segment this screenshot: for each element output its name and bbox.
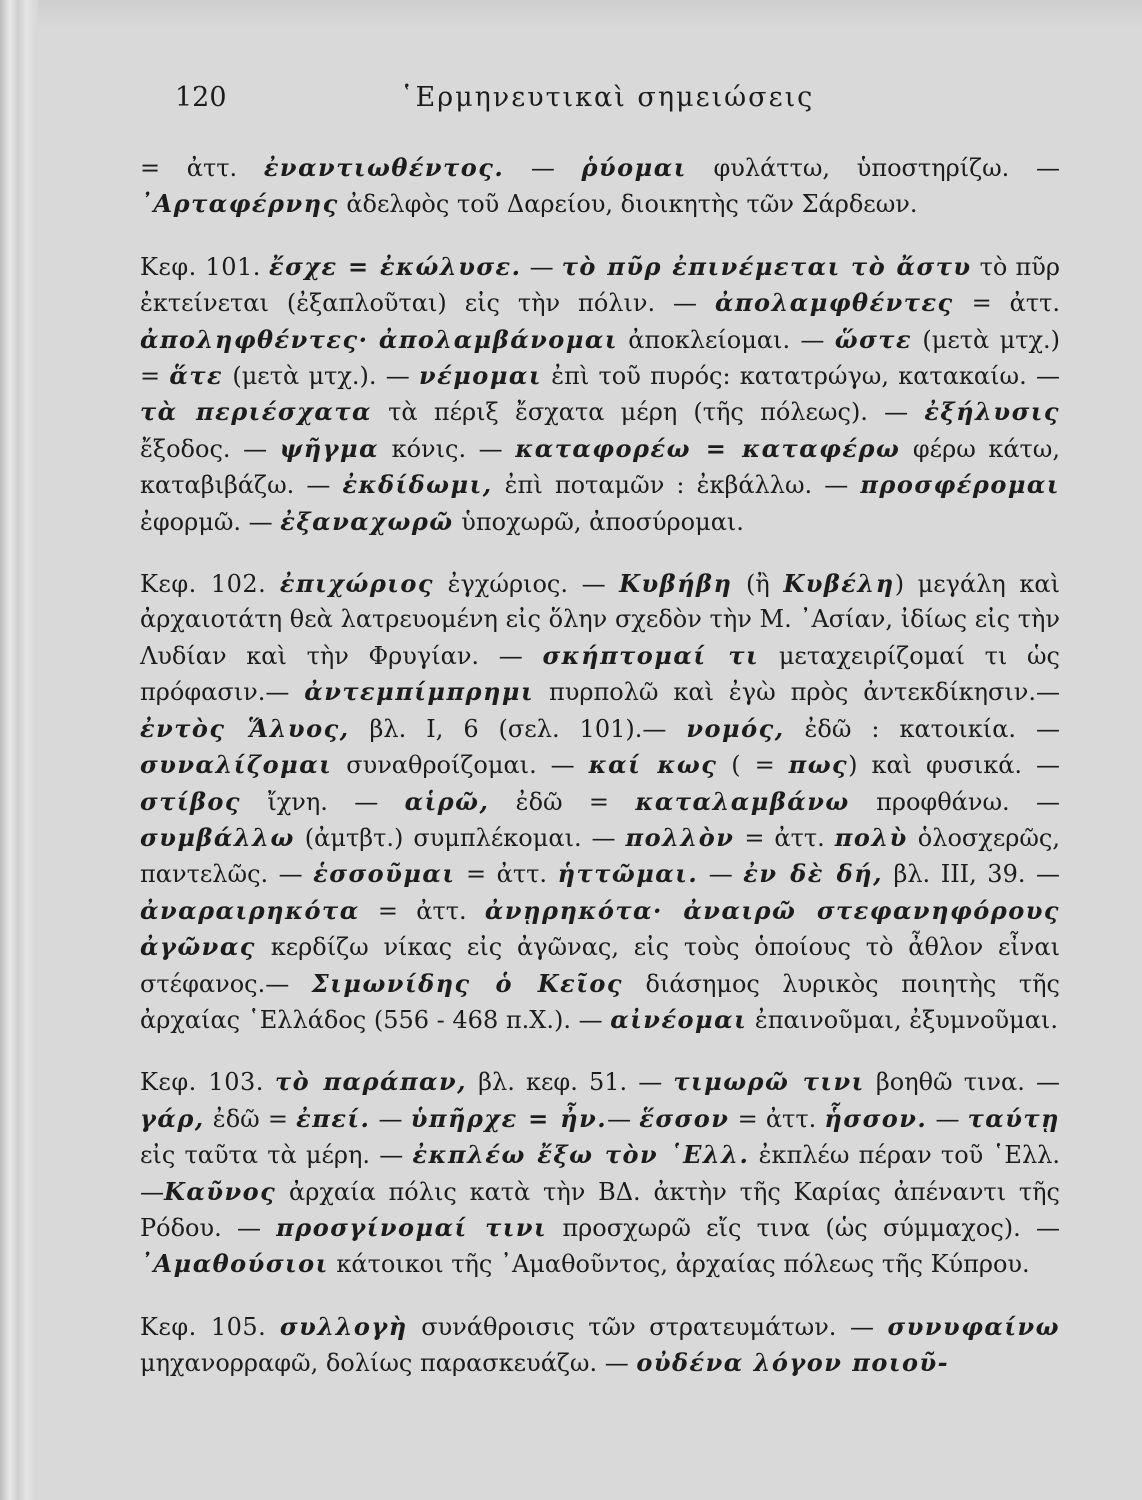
glossed-term: Σιμωνίδης ὁ Κεῖος [311, 968, 623, 998]
gloss-text: μεταχειρίζομαί τι ὡς πρόφασιν.— [140, 641, 1061, 707]
glossed-term: Καῦνος [164, 1176, 277, 1206]
glossed-term: τὸ πῦρ ἐπινέμεται τὸ ἄστυ [561, 251, 972, 281]
gloss-text: (μετὰ μτχ.). — [223, 362, 419, 391]
glossed-term: συμβάλλω [140, 822, 295, 852]
glossed-term: ψῆγμα [279, 433, 380, 463]
glossed-term: ἅτε [169, 361, 224, 391]
glossed-term: ᾿Αρταφέρνης [140, 189, 339, 219]
glossed-term: ῥύομαι [581, 153, 687, 182]
glossed-term: γάρ, [140, 1103, 205, 1133]
gloss-text: τὰ πέριξ ἔσχατα μέρη (τῆς πόλεως). — [371, 398, 925, 427]
glossed-term: προσφέρομαι [860, 470, 1060, 500]
gloss-text: βλ. I, 6 (σελ. 101).— [349, 714, 687, 743]
gloss-text: — [927, 1104, 968, 1133]
glossed-term: ταύτῃ [967, 1103, 1060, 1133]
glossed-term: ὑπῆρχε = ἦν. [410, 1103, 608, 1133]
glossed-term: ἀπολαμφθέντες [714, 288, 954, 318]
gloss-text: ἀδελφὸς τοῦ Δαρείου, διοικητὴς τῶν Σάρδεων. [338, 190, 918, 219]
page-top-edge [0, 0, 1142, 30]
glossed-term: Κυβέλη [783, 569, 895, 599]
glossed-term: πως [788, 750, 849, 780]
glossed-term: ἀπολαμβάνομαι [378, 324, 618, 354]
glossed-term: συλλογὴ [279, 1311, 408, 1341]
gloss-text: = ἀττ. [140, 154, 264, 182]
glossed-term: ἐξήλυσις [924, 397, 1060, 427]
gloss-text: ἐδῶ : κατοικία. — [784, 714, 1061, 743]
book-spine-shadow [0, 0, 38, 1500]
gloss-text: — [370, 1104, 411, 1133]
glossed-term: πολλὸν [625, 822, 735, 852]
gloss-text: = ἀττ. [455, 860, 558, 889]
glossed-term: ἔσχε = ἐκώλυσε. [268, 251, 522, 281]
glossed-term: ἐπεί. [296, 1103, 371, 1133]
gloss-text: ( = [717, 751, 789, 780]
glossed-term: πολὺ [834, 822, 908, 852]
gloss-text: ἐκπλέω πέραν τοῦ ῾Ελλ.— [140, 1141, 1061, 1206]
gloss-text: ἐπαινοῦμαι, ἐξυμνοῦμαι. [747, 1005, 1058, 1034]
paragraph-chapter-102 [140, 566, 1060, 1038]
page-header [175, 82, 1075, 122]
gloss-text: — [698, 860, 744, 889]
gloss-text: κάτοικοι τῆς ᾿Αμαθοῦντος, ἀρχαίας πόλεως τῆς Κύπρου. [328, 1250, 1030, 1279]
glossed-term: ἀντεμπίμπρημι [304, 677, 535, 707]
gloss-text: προφθάνω. — [849, 787, 1060, 816]
chapter-label: Κεφ. 101. [140, 252, 261, 281]
glossed-term: Κυβήβη [619, 569, 733, 599]
glossed-term: ὥστε [834, 324, 913, 354]
glossed-term: προσγίνομαί τινι [276, 1212, 548, 1242]
glossed-term: αἱρῶ, [404, 786, 490, 816]
gloss-text: (μετὰ μτχ.) = [140, 325, 1060, 391]
glossed-term: σκήπτομαί τι [542, 640, 760, 670]
glossed-term: τὰ περιέσχατα [140, 397, 372, 427]
gloss-text: συνάθροισις τῶν στρατευμάτων. — [407, 1312, 888, 1341]
gloss-text: πυρπολῶ καὶ ἐγὼ πρὸς ἀντεκδίκησιν.— [534, 678, 1061, 707]
glossed-term: οὐδένα λόγον ποιοῦ- [636, 1348, 950, 1378]
glossed-term: ἑσσοῦμαι [313, 859, 456, 889]
gloss-text: κερδίζω νίκας εἰς ἀγῶνας, εἰς τοὺς ὁποίους τὸ ἆθλον εἶναι στέφανος.— [140, 933, 1060, 998]
glossed-term: ἐντὸς Ἅλυος, [140, 713, 350, 743]
gloss-text: ἐφορμῶ. — [140, 507, 281, 536]
glossed-term: νέμομαι [419, 361, 542, 391]
gloss-text: προσχωρῶ εἴς τινα (ὡς σύμμαχος). — [547, 1213, 1060, 1242]
glossed-term: ἐν δὲ δή, [743, 859, 883, 889]
gloss-text: — [521, 252, 562, 281]
glossed-term: ἐκπλέω ἔξω τὸν ῾Ελλ. [412, 1140, 750, 1170]
glossed-term: συνυφαίνω [887, 1311, 1060, 1341]
gloss-text: ἴχνη. — [241, 787, 405, 816]
gloss-text: ἐγχώριος. — [434, 570, 620, 599]
paragraph-chapter-103 [140, 1064, 1060, 1282]
glossed-term: συναλίζομαι [140, 750, 333, 780]
glossed-term: ἐκδίδωμι, [342, 470, 493, 500]
gloss-text: βοηθῶ τινα. — [864, 1068, 1060, 1097]
glossed-term: ἐπιχώριος [279, 569, 435, 599]
gloss-text: μηχανορραφῶ, δολίως παρασκευάζω. — [140, 1349, 637, 1378]
paragraph-continuation [140, 150, 1060, 223]
glossed-term: ἐναντιωθέντος. [263, 153, 505, 182]
glossed-term: στίβος [140, 786, 242, 816]
glossed-term: νομός, [686, 713, 785, 743]
glossed-term: καταλαμβάνω [635, 786, 850, 816]
gloss-text: φέρω κάτω, καταβιβάζω. — [140, 434, 1061, 500]
chapter-label: Κεφ. 105. [140, 1312, 267, 1341]
glossed-term: ᾿Αμαθούσιοι [140, 1249, 329, 1279]
gloss-text: εἰς ταῦτα τὰ μέρη. — [140, 1141, 413, 1170]
gloss-text: = ἀττ. [359, 896, 485, 925]
glossed-term: καί κως [588, 750, 718, 780]
glossed-term: τιμωρῶ τινι [673, 1067, 865, 1097]
glossed-term: καταφορέω = καταφέρω [515, 433, 901, 463]
glossed-term: ἡττῶμαι. [557, 859, 699, 889]
chapter-label: Κεφ. 102. [140, 570, 267, 599]
gloss-text [369, 326, 379, 354]
gloss-text: ἐπὶ τοῦ πυρός: κατατρώγω, κατακαίω. — [541, 362, 1060, 391]
gloss-text: — [607, 1104, 640, 1133]
gloss-text: ἀρχαία πόλις κατὰ τὴν ΒΔ. ἀκτὴν τῆς Καρίας ἀπέναντι τῆς Ρόδου. — [140, 1177, 1060, 1242]
gloss-text: — [504, 154, 582, 182]
paragraph-chapter-105 [140, 1309, 1060, 1382]
running-title: ῾Ερμηνευτικαὶ σημειώσεις [400, 82, 815, 113]
chapter-label: Κεφ. 103. [140, 1068, 264, 1097]
glossed-term: ἀναραιρηκότα [140, 895, 360, 925]
glossed-term: ἀνῃρηκότα· ἀναιρῶ στεφανηφόρους ἀγῶνας [140, 895, 1060, 962]
glossed-term: ἧσσον. [824, 1103, 928, 1133]
gloss-text: κόνις. — [379, 434, 516, 463]
glossed-term: ἐξαναχωρῶ [280, 506, 454, 536]
gloss-text: διάσημος λυρικὸς ποιητὴς τῆς ἀρχαίας ῾Ελλάδος (556 - 468 π.Χ.). — [140, 969, 1060, 1034]
gloss-text: συναθροίζομαι. — [332, 751, 589, 780]
gloss-text: (ἢ [732, 570, 784, 599]
page-body [140, 150, 1060, 1408]
gloss-text: βλ. κεφ. 51. — [467, 1068, 674, 1097]
gloss-text: = ἀττ. [729, 1104, 825, 1133]
gloss-text: ) μεγάλη καὶ ἀρχαιοτάτη θεὰ λατρευομένη εἰς ὅλην σχεδὸν τὴν Μ. ᾿Ασίαν, ἰδίως εἰς τὴν Λυδίαν καὶ τὴν Φρυγίαν. — [140, 570, 1061, 670]
page-number: 120 [175, 82, 227, 113]
gloss-text: (ἀμτβτ.) συμπλέκομαι. — [294, 823, 626, 852]
gloss-text: = ἀττ. [734, 823, 835, 852]
glossed-term: ἕσσον [639, 1103, 730, 1133]
glossed-term: αἰνέομαι [610, 1004, 748, 1034]
gloss-text: τὸ πῦρ ἐκτείνεται (ἐξαπλοῦται) εἰς τὴν πόλιν. — [140, 252, 1060, 318]
glossed-term: τὸ παράπαν, [274, 1067, 467, 1097]
gloss-text: ) καὶ φυσικά. — [848, 751, 1060, 780]
gloss-text: ἐπὶ ποταμῶν : ἐκβάλλω. — [492, 471, 861, 500]
gloss-text: ὑποχωρῶ, ἀποσύρομαι. [453, 507, 744, 536]
gloss-text: ἐδῶ = [204, 1104, 297, 1133]
gloss-text: ἀποκλείομαι. — [617, 325, 835, 354]
gloss-text: ἔξοδος. — [140, 434, 280, 463]
gloss-text: βλ. III, 39. — [882, 860, 1061, 889]
gloss-text: = ἀττ. [953, 289, 1060, 318]
gloss-text: ἐδῶ = [489, 787, 636, 816]
gloss-text: φυλάττω, ὑποστηρίζω. — [686, 154, 1060, 182]
gloss-text: ὁλοσχερῶς, παντελῶς. — [140, 823, 1060, 889]
paragraph-chapter-101 [140, 249, 1060, 540]
glossed-term: ἀποληφθέντες· [140, 324, 369, 354]
